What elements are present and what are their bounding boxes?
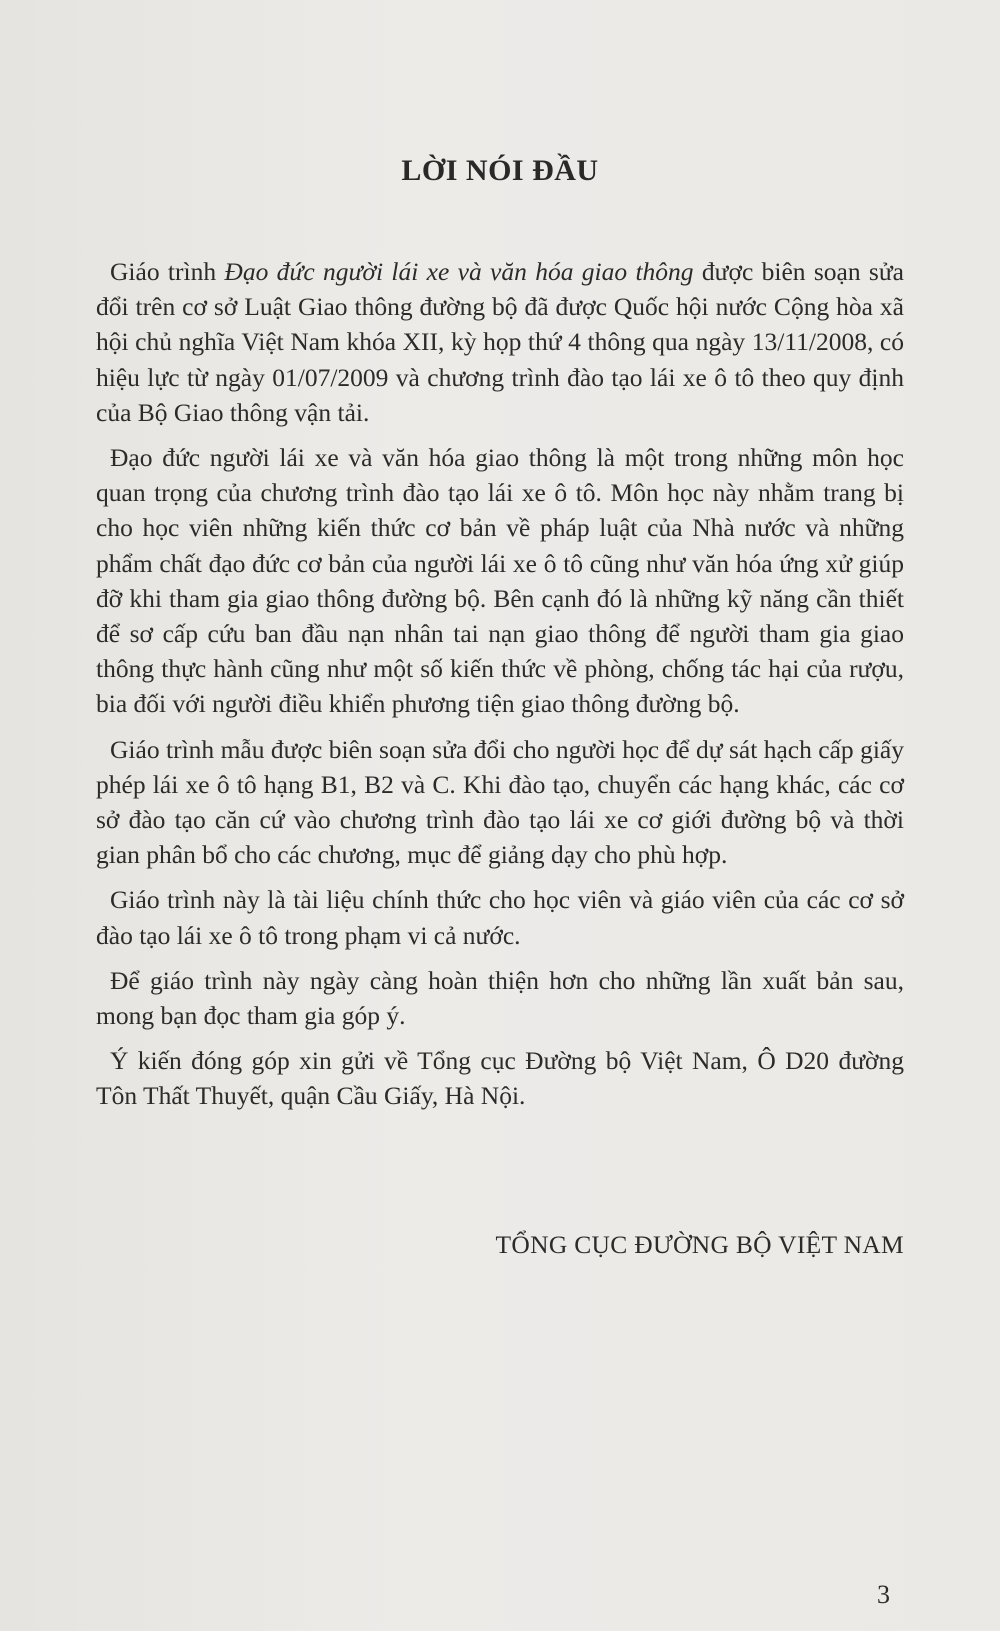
page-title: LỜI NÓI ĐẦU [401, 154, 599, 187]
body-text [96, 254, 904, 1124]
signature: TỔNG CỤC ĐƯỜNG BỘ VIỆT NAM [495, 1230, 904, 1259]
paragraph-1-rest: được biên soạn sửa đổi trên cơ sở Luật Giao thông đường bộ đã được Quốc hội nước Cộng hòa xã hội chủ nghĩa Việt Nam khóa XII, kỳ họp thứ 4 thông qua ngày 13/11/2008, có hiệu lực từ ngày 01/07/2009 và chương trình đào tạo lái xe ô tô theo quy định của Bộ Giao thông vận tải. [96, 257, 904, 427]
paragraph-2: Đạo đức người lái xe và văn hóa giao thông là một trong những môn học quan trọng của chương trình đào tạo lái xe ô tô. Môn học này nhằm trang bị cho học viên những kiến thức cơ bản về pháp luật của Nhà nước và những phẩm chất đạo đức cơ bản của người lái xe ô tô cũng như văn hóa ứng xử giúp đỡ khi tham gia giao thông đường bộ. Bên cạnh đó là những kỹ năng cần thiết để sơ cấp cứu ban đầu nạn nhân tai nạn giao thông để người tham gia giao thông thực hành cũng như một số kiến thức về phòng, chống tác hại của rượu, bia đối với người điều khiển phương tiện giao thông đường bộ. [96, 443, 904, 719]
paragraph-6: Ý kiến đóng góp xin gửi về Tổng cục Đường bộ Việt Nam, Ô D20 đường Tôn Thất Thuyết, quận Cầu Giấy, Hà Nội. [96, 1046, 904, 1111]
page-number: 3 [877, 1580, 890, 1609]
paragraph-4: Giáo trình này là tài liệu chính thức cho học viên và giáo viên của các cơ sở đào tạo lái xe ô tô trong phạm vi cả nước. [96, 885, 904, 950]
paragraph-5: Để giáo trình này ngày càng hoàn thiện hơn cho những lần xuất bản sau, mong bạn đọc tham gia góp ý. [96, 965, 904, 1031]
paragraph-1 [96, 254, 904, 430]
paragraph-3: Giáo trình mẫu được biên soạn sửa đổi cho người học để dự sát hạch cấp giấy phép lái xe ô tô hạng B1, B2 và C. Khi đào tạo, chuyển các hạng khác, các cơ sở đào tạo căn cứ vào chương trình đào tạo lái xe cơ giới đường bộ và thời gian phân bổ cho các chương, mục để giảng dạy cho phù hợp. [96, 734, 904, 870]
paragraph-1-lead: Giáo trình [110, 257, 225, 286]
book-title-italic: Đạo đức người lái xe và văn hóa giao thông [224, 257, 694, 286]
